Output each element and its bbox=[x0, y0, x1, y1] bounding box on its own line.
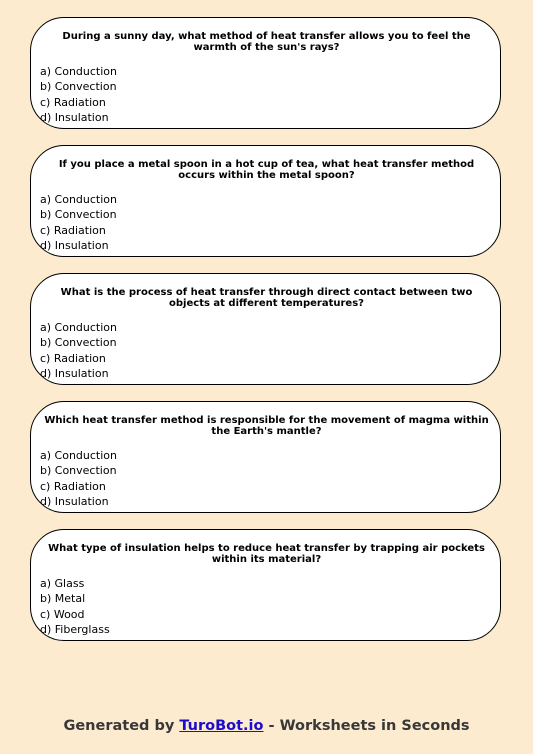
question-card-4 bbox=[30, 401, 501, 513]
answer-option: d) Insulation bbox=[40, 366, 109, 380]
footer-prefix: Generated by bbox=[63, 718, 180, 734]
answer-option: d) Insulation bbox=[40, 238, 109, 252]
answer-options bbox=[40, 192, 117, 253]
answer-options bbox=[40, 576, 110, 637]
question-card-3 bbox=[30, 273, 501, 385]
answer-option: b) Convection bbox=[40, 80, 117, 94]
answer-option: c) Radiation bbox=[40, 95, 106, 109]
question-text: If you place a metal spoon in a hot cup of tea, what heat transfer method occurs within the metal spoon? bbox=[58, 159, 475, 181]
answer-option: b) Convection bbox=[40, 208, 117, 222]
question-card-2 bbox=[30, 145, 501, 257]
answer-option: a) Conduction bbox=[40, 193, 117, 206]
answer-option: d) Fiberglass bbox=[40, 622, 110, 636]
answer-option: c) Radiation bbox=[40, 351, 106, 365]
question-card-5 bbox=[30, 529, 501, 641]
footer-suffix: - Worksheets in Seconds bbox=[263, 718, 470, 734]
question-text: During a sunny day, what method of heat transfer allows you to feel the warmth of the sun's rays? bbox=[62, 31, 471, 53]
answer-option: a) Glass bbox=[40, 577, 85, 590]
answer-option: d) Insulation bbox=[40, 494, 109, 508]
turobot-link[interactable]: TuroBot.io bbox=[179, 718, 264, 734]
answer-option: c) Radiation bbox=[40, 223, 106, 237]
answer-options bbox=[40, 320, 117, 381]
question-text: What is the process of heat transfer through direct contact between two objects at different temperatures? bbox=[60, 287, 473, 309]
answer-options bbox=[40, 64, 117, 125]
answer-option: a) Conduction bbox=[40, 449, 117, 462]
answer-option: b) Convection bbox=[40, 336, 117, 350]
answer-option: c) Radiation bbox=[40, 479, 106, 493]
answer-option: b) Convection bbox=[40, 464, 117, 478]
question-text: What type of insulation helps to reduce heat transfer by trapping air pockets within its material? bbox=[48, 543, 485, 565]
answer-option: a) Conduction bbox=[40, 65, 117, 78]
answer-option: c) Wood bbox=[40, 607, 85, 621]
answer-option: d) Insulation bbox=[40, 110, 109, 124]
answer-option: a) Conduction bbox=[40, 321, 117, 334]
answer-options bbox=[40, 448, 117, 509]
question-card-1 bbox=[30, 17, 501, 129]
question-text: Which heat transfer method is responsible for the movement of magma within the Earth's mantle? bbox=[44, 415, 489, 437]
footer-credit bbox=[0, 718, 533, 734]
answer-option: b) Metal bbox=[40, 592, 86, 606]
